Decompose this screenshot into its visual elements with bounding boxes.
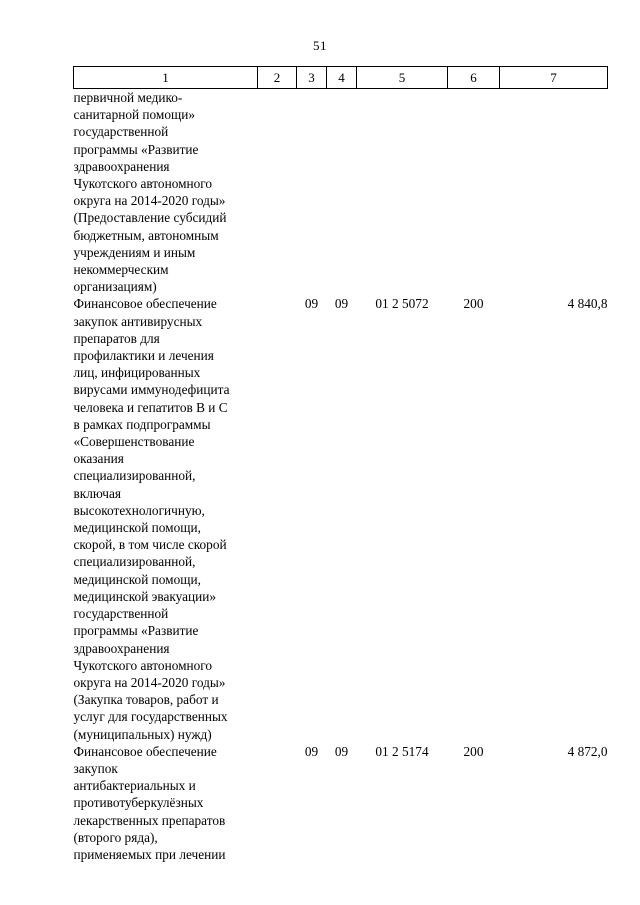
column-header-7: 7 [500,67,608,89]
description-line: противотуберкулёзных [73,795,204,811]
description-line: лиц, инфицированных [73,365,201,381]
row-description [74,743,258,863]
description-line: организациям) [73,279,157,295]
table-body [74,89,608,864]
cell-amount: 4 840,8 [567,296,608,312]
cell-expense-type: 200 [463,296,484,312]
description-line: государственной [73,606,169,622]
description-line: специализированной, [73,554,196,570]
description-line: препаратов для [73,330,160,346]
cell-col-2 [258,89,297,296]
budget-table [73,66,608,863]
table-row [74,89,608,296]
column-header-3: 3 [297,67,327,89]
description-line: специализированной, [73,468,196,484]
description-line: учреждениям и иным [73,244,196,260]
description-line: высокотехнологичную, [73,502,205,518]
cell-expense-type [448,89,500,296]
description-line: вирусами иммунодефицита [73,382,230,398]
description-line: медицинской помощи, [73,571,201,587]
cell-col-2 [258,743,297,863]
page-number: 51 [313,38,327,53]
description-line: лекарственных препаратов [73,812,226,828]
cell-target-article: 01 2 5174 [375,743,429,759]
description-line: некоммерческим [73,262,169,278]
cell-target-article: 01 2 5072 [375,296,429,312]
description-line: «Совершенствование [73,434,195,450]
description-line: Финансовое обеспечение [73,296,217,312]
description-line: первичной медико- [73,90,183,105]
cell-subsection: 09 [334,743,349,759]
description-line: программы «Развитие [73,141,199,157]
description-line: программы «Развитие [73,623,199,639]
description-line: в рамках подпрограммы [73,416,211,432]
description-line: включая [73,485,122,501]
description-line: применяемых при лечении [73,846,226,862]
cell-section: 09 [304,296,319,312]
description-line: закупок [73,760,118,776]
description-line: (Закупка товаров, работ и [73,692,219,708]
description-line: государственной [73,124,169,140]
description-line: здравоохранения [73,640,170,656]
cell-subsection [327,89,357,296]
description-line: округа на 2014-2020 годы» [73,674,226,690]
description-line: медицинской помощи, [73,520,201,536]
description-line: человека и гепатитов B и C [73,399,228,415]
cell-col-2 [258,295,297,742]
description-line: санитарной помощи» [73,107,196,123]
description-line: закупок антивирусных [73,313,203,329]
description-line: скорой, в том числе скорой [73,537,227,553]
description-line: (второго ряда), [73,829,158,845]
description-line: (муниципальных) нужд) [73,726,212,742]
description-line: Финансовое обеспечение [73,743,217,759]
cell-section: 09 [304,743,319,759]
cell-amount [500,89,608,296]
table-row [74,295,608,742]
description-line: бюджетным, автономным [73,227,219,243]
column-header-1: 1 [74,67,258,89]
table-header-row [74,67,608,89]
description-line: антибактериальных и [73,778,196,794]
row-description [74,295,258,742]
cell-subsection: 09 [334,296,349,312]
description-line: медицинской эвакуации» [73,588,216,604]
description-line: здравоохранения [73,158,170,174]
column-header-4: 4 [327,67,357,89]
description-line: услуг для государственных [73,709,228,725]
column-header-6: 6 [448,67,500,89]
cell-target-article [357,89,448,296]
column-header-2: 2 [258,67,297,89]
cell-section [297,89,327,296]
cell-expense-type: 200 [463,743,484,759]
description-line: Чукотского автономного [73,176,213,192]
description-line: (Предоставление субсидий [73,210,227,226]
description-line: Чукотского автономного [73,657,213,673]
column-header-5: 5 [357,67,448,89]
table-row [74,743,608,863]
description-line: округа на 2014-2020 годы» [73,193,226,209]
description-line: профилактики и лечения [73,348,214,364]
row-description [74,89,258,296]
cell-amount: 4 872,0 [567,743,608,759]
description-line: оказания [73,451,124,467]
